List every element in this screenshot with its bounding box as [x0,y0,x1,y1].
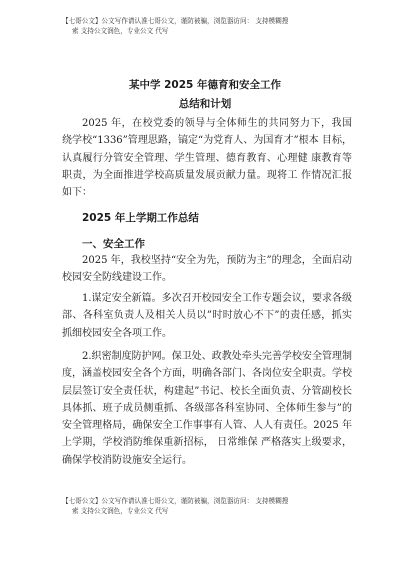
safety-paragraph-2 [62,290,352,342]
banner-top [62,16,362,36]
document-subtitle: 总结和计划 [178,98,232,110]
para1-text: 2025 年，我校坚持“安全为先，预防为主”的理念，全面启动校园安全防线建设工作。 [62,255,352,284]
sub-heading-safety: 一、安全工作 [82,238,145,250]
section-heading: 2025 年上学期工作总结 [82,212,199,224]
safety-paragraph-1 [62,252,352,287]
banner-bottom-line2: 索 支持公文润色，专业公文 代写 [72,507,169,515]
banner-bottom [62,496,362,516]
banner-top-line2: 索 支持公文润色，专业公文 代写 [72,27,169,35]
para3-text: 2.织密制度防护网。保卫处、政教处牵头完善学校安全管理制度，涵盖校园安全各个方面，明确各部门、各岗位安全职责。学校层层签订安全责任状，构建起”书记、校长全面负责、分管副校长具体抓、班子成员侧重抓、各级部各科室协同、全体师生参与”的安全管理格局，确保安全工作事事有人管、人人有责任。2025 年上学期，学校消防维保重新招标， 日常维保 严格落实上级要求，确保学校消防设施安全运行。 [62,351,352,466]
safety-paragraph-3 [62,348,352,469]
intro-text: 2025 年，在校党委的领导与全体师生的共同努力下，我国 绕学校“1336”管理思路，镐定“为党育人、为国育才”根本 目标，认真履行分管安全管理、学生管理、德育教育、心理健 康教育等职责，为全面推进学校高质量发展贡献力量。现将工 作情况汇报如下： [62,118,352,199]
intro-paragraph [62,115,352,201]
banner-bottom-line1: 【七哥公文】公文写作请认准七哥公文，谨防被骗，浏览器访问： 支持模糊搜 [62,497,289,505]
document-title: 某中学 2025 年德育和安全工作 [128,79,282,91]
para2-text: 1.谋定安全新篇。多次召开校园安全工作专题会议，要求各级部、各科室负责人及相关人员以”时时放心不下”的责任感，抓实抓细校园安全各项工作。 [62,293,352,339]
banner-top-line1: 【七哥公文】公文写作请认准七哥公文，谨防被骗，浏览器访问： 支持模糊搜 [62,17,289,25]
